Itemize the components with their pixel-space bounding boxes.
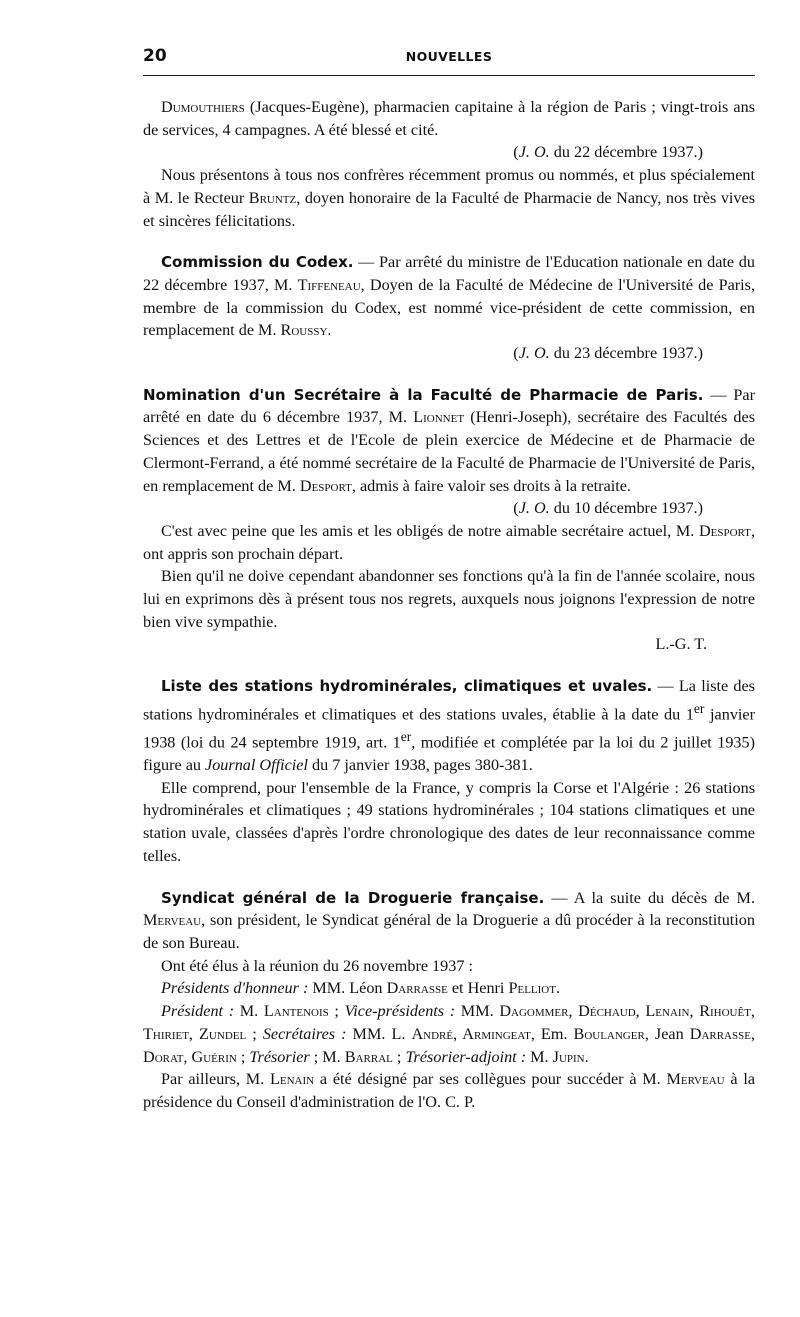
paragraph-dumouthiers: Dumouthiers (Jacques-Eugène), pharmacien capitaine à la région de Paris ; vingt-trois ans de services, 4 campagnes. A été blessé et cité.: [143, 98, 755, 139]
section-heading: Liste des stations hydrominérales, climatiques et uvales.: [161, 677, 653, 696]
journal-title: Journal Officiel: [205, 756, 308, 775]
reference-citation: (J. O. du 10 décembre 1937.): [513, 499, 703, 518]
person-name: Roussy: [280, 321, 328, 340]
paragraph-election: Ont été élus à la réunion du 26 novembre 1937 :: [161, 956, 473, 975]
person-name: Bruntz: [248, 188, 297, 207]
section-stations: Liste des stations hydrominérales, climatiques et uvales. — La liste des stations hydrominérales et climatiques et des stations uvales, établie à la date du 1er janvier 1938 (loi du 24 septembre 1919, art. 1er, modifiée et complétée par la loi du 2 juillet 1935) figure au Journal Officiel du 7 janvier 1938, pages 380-381.: [143, 677, 755, 775]
running-title: NOUVELLES: [405, 49, 493, 64]
person-name: Merveau: [666, 1070, 725, 1089]
person-name: Lenain: [270, 1070, 315, 1089]
section-heading: Commission du Codex.: [161, 253, 354, 272]
person-name: Lionnet: [413, 408, 465, 427]
section-nomination: Nomination d'un Secrétaire à la Faculté de Pharmacie de Paris. — Par arrêté en date du 6 décembre 1937, M. Lionnet (Henri-Joseph), secrétaire des Facultés des Sciences et des Lettres et de l'Ecole de plein exercice de Médecine et de Pharmacie de Clermont-Ferrand, a été nommé secrétaire de la Faculté de Pharmacie de l'Université de Paris, en remplacement de M. Desport, admis à faire valoir ses droits à la retraite.: [143, 385, 756, 495]
section-codex: Commission du Codex. — Par arrêté du ministre de l'Education nationale en date du 22 décembre 1937, M. Tiffeneau, Doyen de la Faculté de Médecine de l'Université de Paris, membre de la commission du Codex, est nommé vice-président de cette commission, en remplacement de M. Roussy.: [143, 253, 755, 340]
person-name: Desport: [299, 476, 352, 495]
page-number: 20: [143, 46, 167, 66]
section-gap: [143, 232, 755, 251]
article-body: [143, 96, 755, 1114]
header-rule: [143, 75, 755, 76]
paragraph-bureau-members: Président : M. Lantenois ; Vice-présidents : MM. Dagommer, Déchaud, Lenain, Rihouêt, Thiriet, Zundel ; Secrétaires : MM. L. André, Armingeat, Em. Boulanger, Jean Darrasse, Dorat, Guérin ; Trésorier ; M. Barral ; Trésorier-adjoint : M. Jupin.: [143, 1002, 756, 1066]
section-gap: [143, 365, 755, 384]
section-gap: [143, 868, 755, 887]
paragraph-congratulations: Nous présentons à tous nos confrères récemment promus ou nommés, et plus spécialement à M. le Recteur Bruntz, doyen honoraire de la Faculté de Pharmacie de Nancy, nos très vives et sincères félicitations.: [143, 166, 755, 230]
reference-citation: (J. O. du 22 décembre 1937.): [513, 143, 703, 162]
section-gap: [143, 656, 755, 675]
section-heading: Syndicat général de la Droguerie française.: [161, 888, 545, 907]
person-name: Tiffeneau: [297, 275, 361, 294]
paragraph-stations-count: Elle comprend, pour l'ensemble de la France, y compris la Corse et l'Algérie : 26 stations hydrominérales et climatiques ; 49 stations hydrominérales ; 104 stations climatiques et une station uvale, classées d'après l'ordre chronologique des dates de leur reconnaissance comme telles.: [143, 778, 755, 865]
signature: L.-G. T.: [655, 635, 707, 654]
paragraph-sympathy: Bien qu'il ne doive cependant abandonner ses fonctions qu'à la fin de l'année scolaire, nous lui en exprimons dès à présent tous nos regrets, auxquels nous joignons l'expression de notre bien vive sympathie.: [143, 567, 755, 631]
person-name: Merveau: [143, 911, 202, 930]
paragraph-succession: Par ailleurs, M. Lenain a été désigné par ses collègues pour succéder à M. Merveau à la présidence du Conseil d'administration de l'O. C. P.: [143, 1070, 755, 1111]
paragraph-honorary-presidents: Présidents d'honneur : MM. Léon Darrasse et Henri Pelliot.: [161, 979, 561, 998]
paragraph-departure: C'est avec peine que les amis et les obligés de notre aimable secrétaire actuel, M. Desport, ont appris son prochain départ.: [143, 521, 755, 563]
page-header: [143, 42, 755, 72]
person-name: Desport: [698, 521, 751, 540]
person-name: Dumouthiers: [161, 98, 245, 116]
section-syndicat: Syndicat général de la Droguerie française. — A la suite du décès de M. Merveau, son président, le Syndicat général de la Droguerie a dû procéder à la reconstitution de son Bureau.: [143, 888, 755, 952]
section-heading: Nomination d'un Secrétaire à la Faculté de Pharmacie de Paris.: [143, 385, 704, 404]
reference-citation: (J. O. du 23 décembre 1937.): [513, 344, 703, 363]
